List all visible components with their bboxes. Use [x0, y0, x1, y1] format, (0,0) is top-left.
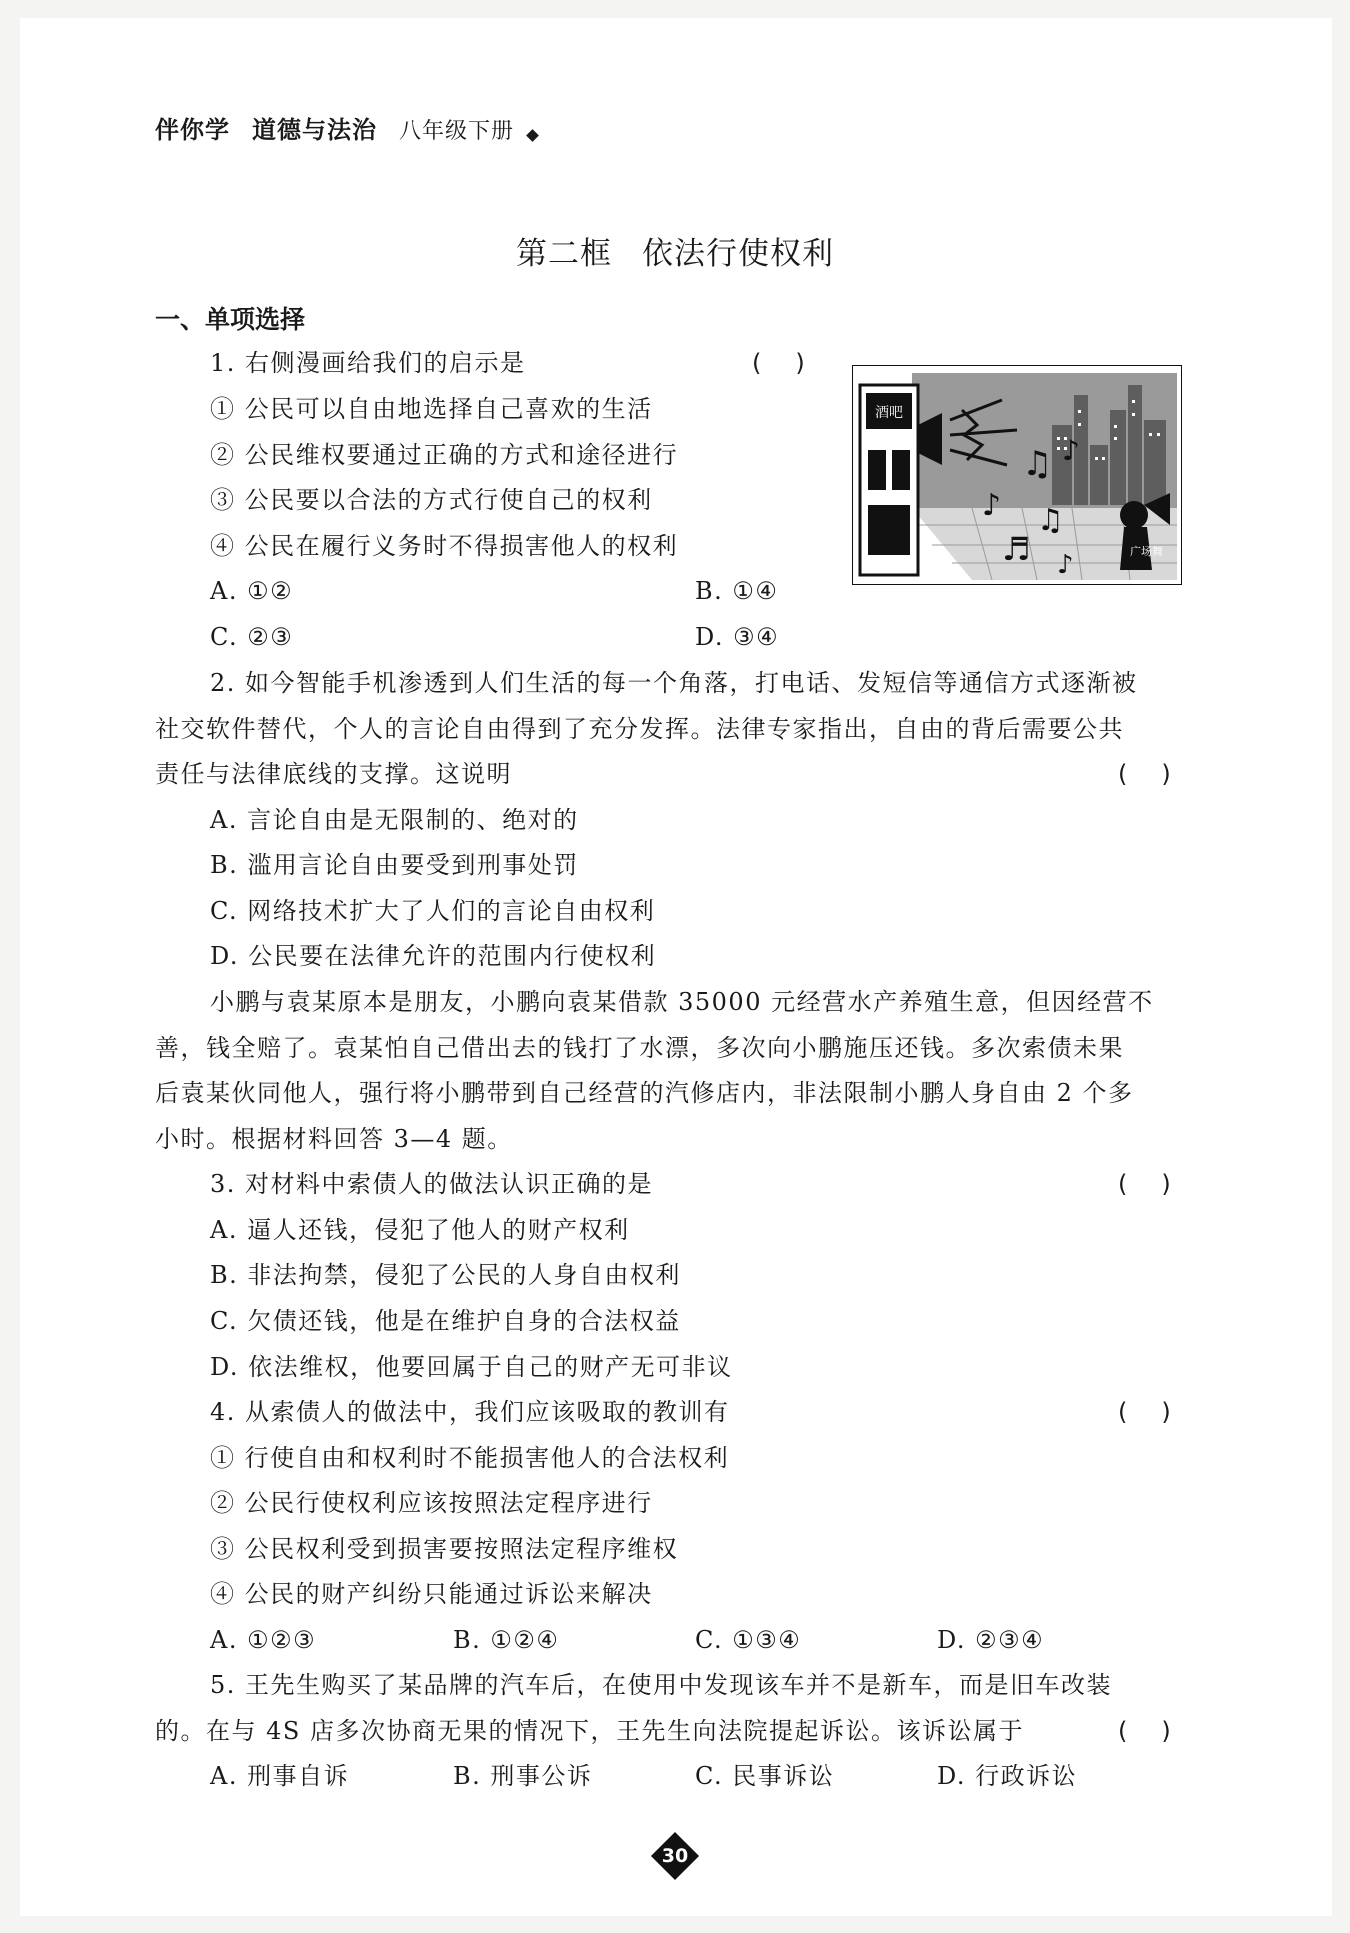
q4-option-b[interactable]: B. ①②④: [453, 1626, 560, 1654]
q1-statement-2: ② 公民维权要通过正确的方式和途径进行: [210, 441, 679, 469]
q4-statement-2: ② 公民行使权利应该按照法定程序进行: [210, 1489, 653, 1517]
section-title: [0, 228, 1350, 273]
q1-option-a[interactable]: A. ①②: [210, 577, 294, 605]
q2-stem-line-1: 2. 如今智能手机渗透到人们生活的每一个角落，打电话、发短信等通信方式逐渐被: [210, 669, 1138, 697]
q4-statement-4: ④ 公民的财产纠纷只能通过诉讼来解决: [210, 1580, 653, 1608]
q3-option-a[interactable]: A. 逼人还钱，侵犯了他人的财产权利: [210, 1216, 630, 1244]
q5-option-c[interactable]: C. 民事诉讼: [695, 1762, 835, 1790]
q3-stem: 3. 对材料中索债人的做法认识正确的是: [210, 1170, 654, 1198]
comic-sign-text: 酒吧: [875, 405, 903, 421]
q4-statement-3: ③ 公民权利受到损害要按照法定程序维权: [210, 1535, 679, 1563]
q1-answer-blank[interactable]: ( ): [752, 349, 805, 377]
q4-option-d[interactable]: D. ②③④: [937, 1626, 1045, 1654]
q2-option-a[interactable]: A. 言论自由是无限制的、绝对的: [210, 806, 579, 834]
material-line-4: 小时。根据材料回答 3—4 题。: [155, 1125, 513, 1153]
q2-stem-line-2: 社交软件替代，个人的言论自由得到了充分发挥。法律专家指出，自由的背后需要公共: [155, 715, 1124, 743]
page-number: [652, 1833, 698, 1879]
header-series: 伴你学: [155, 116, 230, 144]
comic-window: [892, 450, 910, 490]
material-line-1: 小鹏与袁某原本是朋友，小鹏向袁某借款 35000 元经营水产养殖生意，但因经营不: [210, 988, 1154, 1016]
svg-text:♬: ♬: [1002, 530, 1031, 568]
q4-statement-1: ① 行使自由和权利时不能损害他人的合法权利: [210, 1444, 730, 1472]
q1-option-d[interactable]: D. ③④: [695, 623, 780, 651]
q1-option-b[interactable]: B. ①④: [695, 577, 779, 605]
q5-stem-line-2: 的。在与 4S 店多次协商无果的情况下，王先生向法院提起诉讼。该诉讼属于: [155, 1717, 1024, 1745]
q2-option-c[interactable]: C. 网络技术扩大了人们的言论自由权利: [210, 897, 656, 925]
q3-option-b[interactable]: B. 非法拘禁，侵犯了公民的人身自由权利: [210, 1261, 681, 1289]
section-number: 第二框: [516, 236, 612, 272]
q5-option-a[interactable]: A. 刑事自诉: [210, 1762, 350, 1790]
material-line-3: 后袁某伙同他人，强行将小鹏带到自己经营的汽修店内，非法限制小鹏人身自由 2 个多: [155, 1079, 1134, 1107]
q2-stem-line-3: 责任与法律底线的支撑。这说明: [155, 760, 512, 788]
svg-text:♫: ♫: [1022, 444, 1053, 484]
q5-stem-line-1: 5. 王先生购买了某品牌的汽车后，在使用中发现该车并不是新车，而是旧车改装: [210, 1671, 1113, 1699]
q5-option-d[interactable]: D. 行政诉讼: [937, 1762, 1078, 1790]
material-line-2: 善，钱全赔了。袁某怕自己借出去的钱打了水漂，多次向小鹏施压还钱。多次索债未果: [155, 1034, 1124, 1062]
svg-text:♪: ♪: [982, 488, 1002, 523]
q4-option-a[interactable]: A. ①②③: [210, 1626, 317, 1654]
q3-answer-blank[interactable]: ( ): [1118, 1170, 1171, 1198]
header-grade: 八年级下册: [399, 119, 515, 144]
q2-option-d[interactable]: D. 公民要在法律允许的范围内行使权利: [210, 942, 657, 970]
q2-option-b[interactable]: B. 滥用言论自由要受到刑事处罚: [210, 851, 579, 879]
q1-statement-1: ① 公民可以自由地选择自己喜欢的生活: [210, 395, 653, 423]
q2-answer-blank[interactable]: ( ): [1118, 760, 1171, 788]
comic-board-text: 广场舞: [1130, 545, 1163, 558]
comic-window: [868, 450, 886, 490]
q1-statement-3: ③ 公民要以合法的方式行使自己的权利: [210, 486, 653, 514]
page-number-text: 30: [661, 1845, 689, 1867]
q5-answer-blank[interactable]: ( ): [1118, 1717, 1171, 1745]
q1-stem: 1. 右侧漫画给我们的启示是: [210, 349, 526, 377]
q3-option-d[interactable]: D. 依法维权，他要回属于自己的财产无可非议: [210, 1353, 733, 1381]
comic-illustration: [852, 365, 1182, 585]
q1-statement-4: ④ 公民在履行义务时不得损害他人的权利: [210, 532, 679, 560]
q4-stem: 4. 从索债人的做法中，我们应该吸取的教训有: [210, 1398, 730, 1426]
header-subject: 道德与法治: [252, 116, 377, 144]
diamond-icon: [526, 129, 539, 142]
part-heading: 一、单项选择: [155, 305, 306, 334]
running-header: [155, 110, 537, 145]
q4-answer-blank[interactable]: ( ): [1118, 1398, 1171, 1426]
svg-text:♪: ♪: [1057, 550, 1074, 580]
section-name: 依法行使权利: [642, 236, 834, 272]
q4-option-c[interactable]: C. ①③④: [695, 1626, 802, 1654]
svg-text:♪: ♪: [1062, 434, 1080, 467]
q5-option-b[interactable]: B. 刑事公诉: [453, 1762, 593, 1790]
comic-door: [868, 505, 910, 555]
svg-text:♫: ♫: [1037, 503, 1064, 538]
q3-option-c[interactable]: C. 欠债还钱，他是在维护自身的合法权益: [210, 1307, 681, 1335]
q1-option-c[interactable]: C. ②③: [210, 623, 294, 651]
